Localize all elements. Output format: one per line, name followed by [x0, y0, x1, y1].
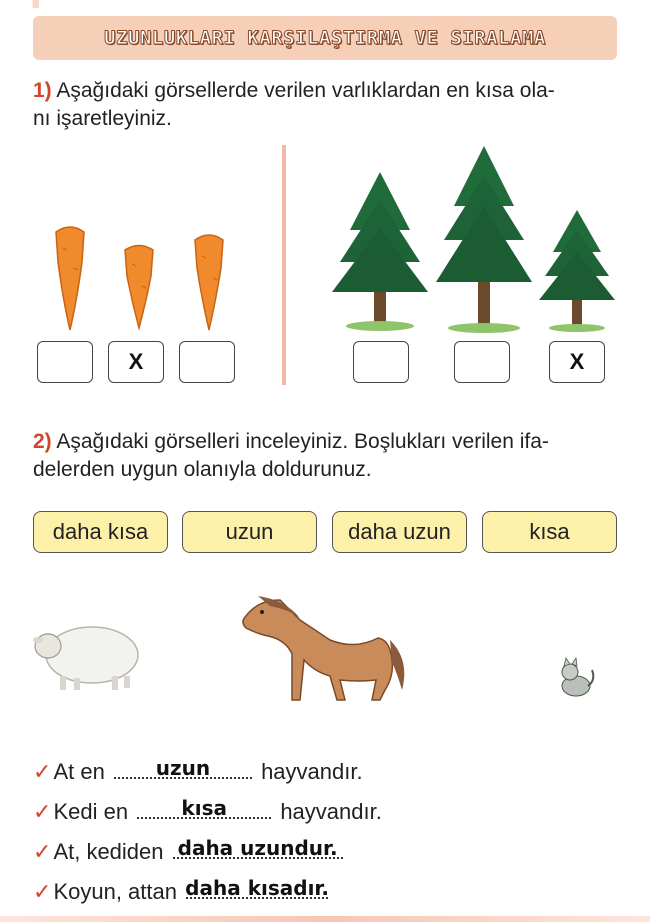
choice-label: daha uzun: [348, 519, 451, 544]
bottom-decoration: [0, 916, 650, 922]
question-2-text-line2: delerden uygun olanıyla doldurunuz.: [33, 458, 372, 481]
blank-field[interactable]: [173, 835, 343, 859]
carrot-3-image: [195, 235, 223, 330]
question-2-line1: [33, 428, 549, 456]
sentence-4: [33, 875, 331, 905]
tree-3-checkbox[interactable]: X: [549, 341, 605, 383]
question-2-line2: [33, 456, 372, 484]
choice-kisa[interactable]: [482, 511, 617, 553]
check-icon: ✓: [33, 799, 52, 824]
question-2-text-line1: Aşağıdaki görselleri inceleyiniz. Boşlukları verilen ifa-: [56, 430, 549, 453]
sentence-text: hayvandır.: [280, 799, 382, 824]
choice-label: uzun: [225, 519, 274, 544]
carrot-1-image: [56, 227, 84, 330]
choice-label: kısa: [529, 519, 570, 544]
carrot-2-checkbox[interactable]: X: [108, 341, 164, 383]
blank-field[interactable]: [114, 755, 252, 779]
horse-image: [243, 596, 404, 700]
blank-field[interactable]: [137, 795, 271, 819]
choice-uzun[interactable]: [182, 511, 317, 553]
choice-label: daha kısa: [52, 519, 149, 544]
cat-image: [562, 658, 593, 696]
sentence-2: [33, 795, 382, 825]
question-1-text-line2: nı işaretleyiniz.: [33, 107, 172, 130]
tree-1-checkbox[interactable]: [353, 341, 409, 383]
sentence-text: At en: [53, 759, 105, 784]
carrot-3-checkbox[interactable]: [179, 341, 235, 383]
check-icon: ✓: [33, 839, 52, 864]
question-1-number: 1): [33, 79, 52, 102]
blank-field[interactable]: [186, 875, 328, 899]
sentence-text: Koyun, attan: [53, 879, 177, 904]
page-title: UZUNLUKLARI KARŞILAŞTIRMA VE SIRALAMA: [104, 27, 546, 49]
carrot-1-checkbox[interactable]: [37, 341, 93, 383]
tree-2-image: [436, 146, 532, 333]
question-2-number: 2): [33, 430, 52, 453]
blank-answer: uzun: [155, 756, 211, 780]
question-1-text-line1: Aşağıdaki görsellerde verilen varlıklardan en kısa ola-: [56, 79, 555, 102]
section-divider: [282, 145, 286, 385]
tree-1-image: [332, 172, 428, 331]
sentence-text: Kedi en: [53, 799, 129, 824]
choice-daha-kisa[interactable]: [33, 511, 168, 553]
blank-answer: kısa: [181, 796, 227, 820]
sentence-text: hayvandır.: [261, 759, 363, 784]
sentence-3: [33, 835, 346, 865]
check-icon: ✓: [33, 759, 52, 784]
tree-2-checkbox[interactable]: [454, 341, 510, 383]
tree-3-image: [539, 210, 615, 332]
sentence-1: [33, 755, 363, 785]
choice-daha-uzun[interactable]: [332, 511, 467, 553]
blank-answer: daha kısadır.: [185, 876, 330, 900]
sheep-image: [33, 627, 138, 690]
blank-answer: daha uzundur.: [177, 836, 338, 860]
carrot-2-image: [125, 246, 153, 329]
sentence-text: At, kediden: [53, 839, 164, 864]
check-icon: ✓: [33, 879, 52, 904]
